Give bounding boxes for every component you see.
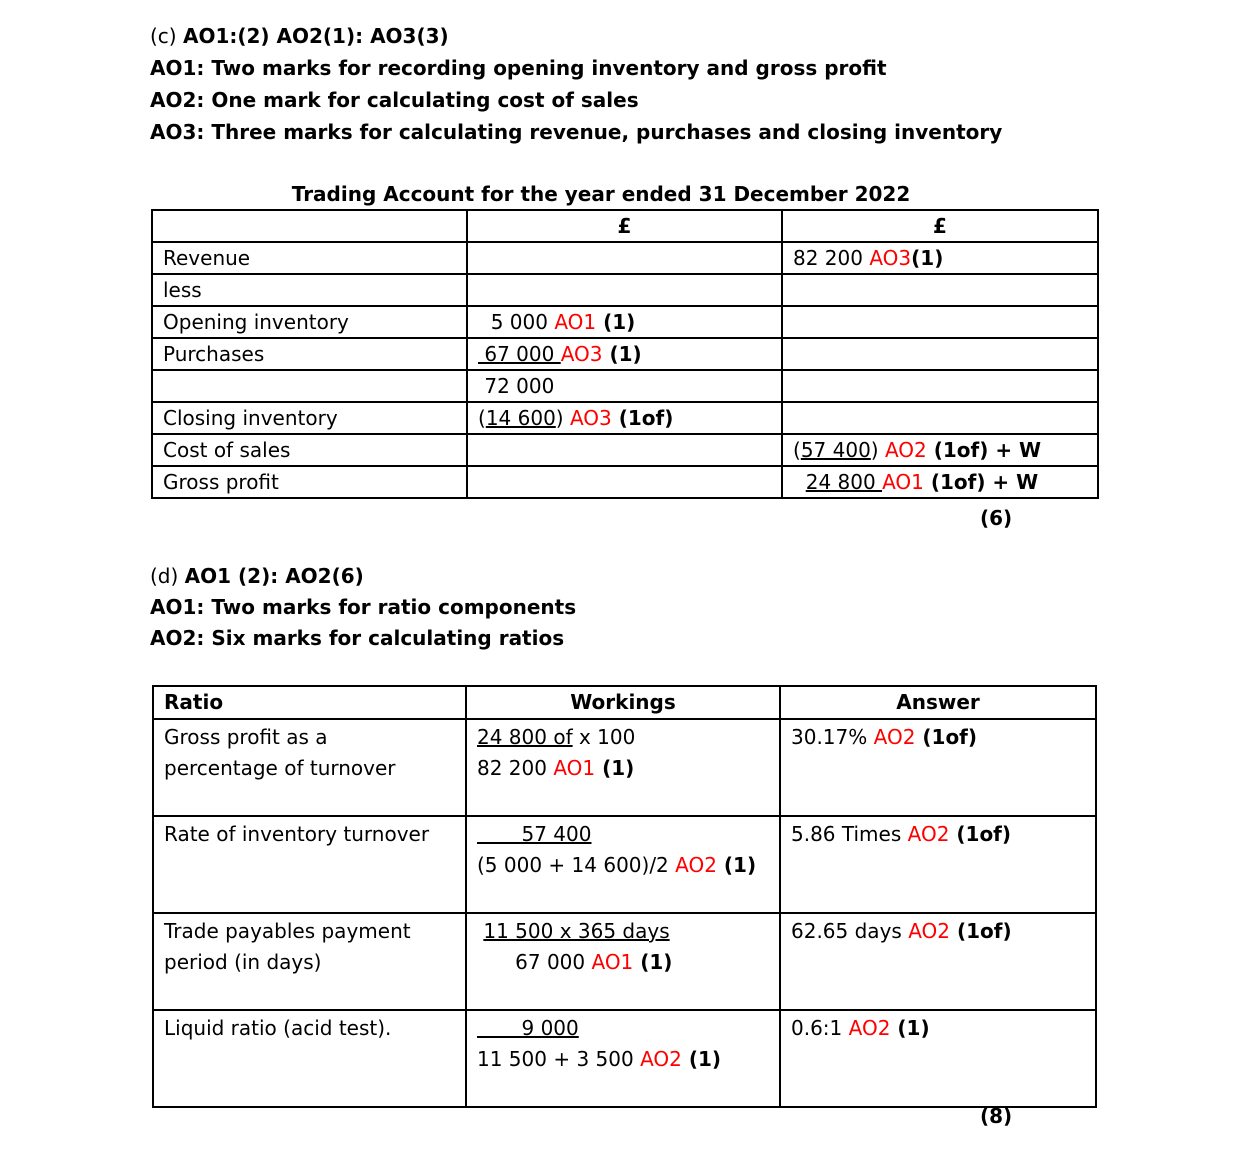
text-segment: Trade payables payment bbox=[164, 919, 411, 943]
item-cell bbox=[152, 338, 467, 370]
workings-cell bbox=[467, 242, 782, 274]
text-segment: less bbox=[163, 278, 202, 302]
ratio-name-cell bbox=[153, 913, 466, 1010]
column-header bbox=[152, 210, 467, 242]
text-segment: 57 400 bbox=[477, 822, 592, 846]
text-segment: period (in days) bbox=[164, 950, 322, 974]
part-c-criterion-ao2: AO2: One mark for calculating cost of sales bbox=[150, 88, 639, 112]
item-cell bbox=[152, 274, 467, 306]
part-c-total-mark: (6) bbox=[980, 506, 1013, 530]
text-segment: Closing inventory bbox=[163, 406, 338, 430]
table-row bbox=[152, 274, 1098, 306]
assessment-objective-label: AO3 bbox=[869, 246, 912, 270]
cell-line bbox=[477, 753, 779, 784]
mark-label: (1) bbox=[602, 342, 642, 366]
text-segment: (5 000 + 14 600)/2 bbox=[477, 853, 676, 877]
cell-line bbox=[164, 753, 465, 784]
workings-cell bbox=[467, 370, 782, 402]
cell-line bbox=[791, 819, 1095, 850]
part-d-heading bbox=[150, 564, 364, 588]
text-segment: Gross profit as a bbox=[164, 725, 328, 749]
workings-cell bbox=[466, 816, 780, 913]
assessment-objective-label: AO2 bbox=[873, 725, 916, 749]
assessment-objective-label: AO2 bbox=[907, 822, 950, 846]
table-row bbox=[152, 338, 1098, 370]
mark-label: (1) bbox=[633, 950, 673, 974]
item-cell bbox=[152, 306, 467, 338]
mark-label: (1of) + W bbox=[923, 470, 1039, 494]
trading-account-title: Trading Account for the year ended 31 December 2022 bbox=[291, 182, 911, 206]
assessment-objective-label: AO2 bbox=[675, 853, 717, 877]
mark-label: AO1:(2) AO2(1): AO3(3) bbox=[182, 24, 449, 48]
ratio-name-cell bbox=[153, 719, 466, 816]
cell-line bbox=[791, 722, 1095, 753]
text-segment: 9 000 bbox=[477, 1016, 579, 1040]
part-c-criterion-ao3: AO3: Three marks for calculating revenue, purchases and closing inventory bbox=[150, 120, 1003, 144]
text-segment: 30.17% bbox=[791, 725, 874, 749]
assessment-objective-label: AO2 bbox=[908, 919, 950, 943]
table-row bbox=[153, 913, 1096, 1010]
item-cell bbox=[152, 370, 467, 402]
mark-label: (1) bbox=[681, 1047, 722, 1071]
text-segment: 67 000 bbox=[477, 950, 592, 974]
mark-label: (1of) bbox=[611, 406, 674, 430]
trading-account-table bbox=[151, 209, 1099, 499]
mark-label: (1) bbox=[911, 246, 944, 270]
mark-label: (1of) bbox=[949, 919, 1012, 943]
table-row bbox=[152, 370, 1098, 402]
text-segment: 24 800 of bbox=[477, 725, 573, 749]
text-segment: Cost of sales bbox=[163, 438, 291, 462]
workings-cell bbox=[467, 402, 782, 434]
workings-cell bbox=[466, 1010, 780, 1107]
text-segment: ) bbox=[555, 406, 570, 430]
workings-cell bbox=[466, 913, 780, 1010]
cell-line bbox=[164, 947, 465, 978]
workings-cell bbox=[467, 434, 782, 466]
item-cell bbox=[152, 466, 467, 498]
mark-label: (1of) + W bbox=[926, 438, 1042, 462]
total-cell bbox=[782, 370, 1098, 402]
column-header: Ratio bbox=[153, 686, 466, 719]
cell-line bbox=[477, 722, 779, 753]
part-c-heading bbox=[150, 24, 449, 48]
table-header-row bbox=[152, 210, 1098, 242]
assessment-objective-label: AO3 bbox=[569, 406, 612, 430]
cell-line bbox=[477, 947, 779, 978]
ratios-table bbox=[152, 685, 1097, 1108]
assessment-objective-label: AO1 bbox=[553, 756, 596, 780]
text-segment: ( bbox=[478, 406, 486, 430]
text-segment: Rate of inventory turnover bbox=[164, 822, 430, 846]
table-header-row bbox=[153, 686, 1096, 719]
cell-line bbox=[477, 850, 779, 881]
table-row bbox=[152, 466, 1098, 498]
text-segment: ( bbox=[793, 438, 801, 462]
column-header: £ bbox=[467, 210, 782, 242]
total-cell bbox=[782, 402, 1098, 434]
text-segment bbox=[793, 470, 806, 494]
column-header: £ bbox=[782, 210, 1098, 242]
assessment-objective-label: AO3 bbox=[560, 342, 603, 366]
text-segment: 24 800 bbox=[805, 470, 883, 494]
cell-line bbox=[791, 1013, 1095, 1044]
mark-label: (1of) bbox=[949, 822, 1012, 846]
cell-line bbox=[164, 1013, 465, 1044]
table-row bbox=[153, 719, 1096, 816]
total-cell bbox=[782, 306, 1098, 338]
assessment-objective-label: AO1 bbox=[591, 950, 634, 974]
workings-cell bbox=[467, 466, 782, 498]
text-segment: 14 600 bbox=[485, 406, 556, 430]
text-segment: 5.86 Times bbox=[791, 822, 908, 846]
table-row bbox=[152, 306, 1098, 338]
text-segment: 11 500 + 3 500 bbox=[477, 1047, 641, 1071]
total-cell bbox=[782, 434, 1098, 466]
text-segment: (c) bbox=[150, 24, 183, 48]
part-d-total-mark: (8) bbox=[980, 1104, 1013, 1128]
assessment-objective-label: AO2 bbox=[640, 1047, 682, 1071]
text-segment: 72 000 bbox=[478, 374, 555, 398]
assessment-objective-label: AO1 bbox=[882, 470, 924, 494]
mark-label: (1) bbox=[595, 756, 635, 780]
cell-line bbox=[164, 722, 465, 753]
mark-label: (1) bbox=[716, 853, 757, 877]
total-cell bbox=[782, 338, 1098, 370]
text-segment: 11 500 x 365 days bbox=[483, 919, 670, 943]
text-segment: 57 400 bbox=[800, 438, 871, 462]
part-d-criterion-ao2: AO2: Six marks for calculating ratios bbox=[150, 626, 565, 650]
total-cell bbox=[782, 274, 1098, 306]
cell-line bbox=[164, 916, 465, 947]
table-row bbox=[152, 434, 1098, 466]
workings-cell bbox=[467, 306, 782, 338]
column-header: Workings bbox=[466, 686, 780, 719]
table-row bbox=[152, 242, 1098, 274]
cell-line bbox=[791, 916, 1095, 947]
total-cell bbox=[782, 242, 1098, 274]
answer-cell bbox=[780, 913, 1096, 1010]
item-cell bbox=[152, 402, 467, 434]
text-segment: percentage of turnover bbox=[164, 756, 396, 780]
cell-line bbox=[477, 916, 779, 947]
assessment-objective-label: AO2 bbox=[848, 1016, 891, 1040]
cell-line bbox=[164, 819, 465, 850]
item-cell bbox=[152, 242, 467, 274]
item-cell bbox=[152, 434, 467, 466]
answer-cell bbox=[780, 816, 1096, 913]
text-segment: ) bbox=[870, 438, 885, 462]
text-segment: 67 000 bbox=[478, 342, 561, 366]
part-d-criterion-ao1: AO1: Two marks for ratio components bbox=[150, 595, 577, 619]
workings-cell bbox=[467, 338, 782, 370]
ratio-name-cell bbox=[153, 816, 466, 913]
text-segment: Gross profit bbox=[163, 470, 279, 494]
answer-cell bbox=[780, 719, 1096, 816]
text-segment: Revenue bbox=[163, 246, 251, 270]
text-segment: 5 000 bbox=[478, 310, 555, 334]
text-segment: Liquid ratio (acid test). bbox=[164, 1016, 392, 1040]
cell-line bbox=[477, 1013, 779, 1044]
text-segment: Purchases bbox=[163, 342, 265, 366]
text-segment: 0.6:1 bbox=[791, 1016, 849, 1040]
mark-label: (1) bbox=[890, 1016, 930, 1040]
text-segment: 82 200 bbox=[477, 756, 554, 780]
cell-line bbox=[477, 1044, 779, 1075]
ratio-name-cell bbox=[153, 1010, 466, 1107]
mark-label: (1of) bbox=[915, 725, 978, 749]
workings-cell bbox=[466, 719, 780, 816]
assessment-objective-label: AO2 bbox=[884, 438, 927, 462]
column-header: Answer bbox=[780, 686, 1096, 719]
text-segment: (d) bbox=[150, 564, 185, 588]
table-row bbox=[153, 1010, 1096, 1107]
text-segment: 82 200 bbox=[793, 246, 870, 270]
workings-cell bbox=[467, 274, 782, 306]
part-c-criterion-ao1: AO1: Two marks for recording opening inventory and gross profit bbox=[150, 56, 887, 80]
mark-label: (1) bbox=[596, 310, 636, 334]
total-cell bbox=[782, 466, 1098, 498]
text-segment: 62.65 days bbox=[791, 919, 909, 943]
text-segment: x 100 bbox=[572, 725, 636, 749]
table-row bbox=[153, 816, 1096, 913]
cell-line bbox=[477, 819, 779, 850]
assessment-objective-label: AO1 bbox=[554, 310, 597, 334]
table-row bbox=[152, 402, 1098, 434]
mark-label: AO1 (2): AO2(6) bbox=[184, 564, 364, 588]
text-segment: Opening inventory bbox=[163, 310, 349, 334]
answer-cell bbox=[780, 1010, 1096, 1107]
